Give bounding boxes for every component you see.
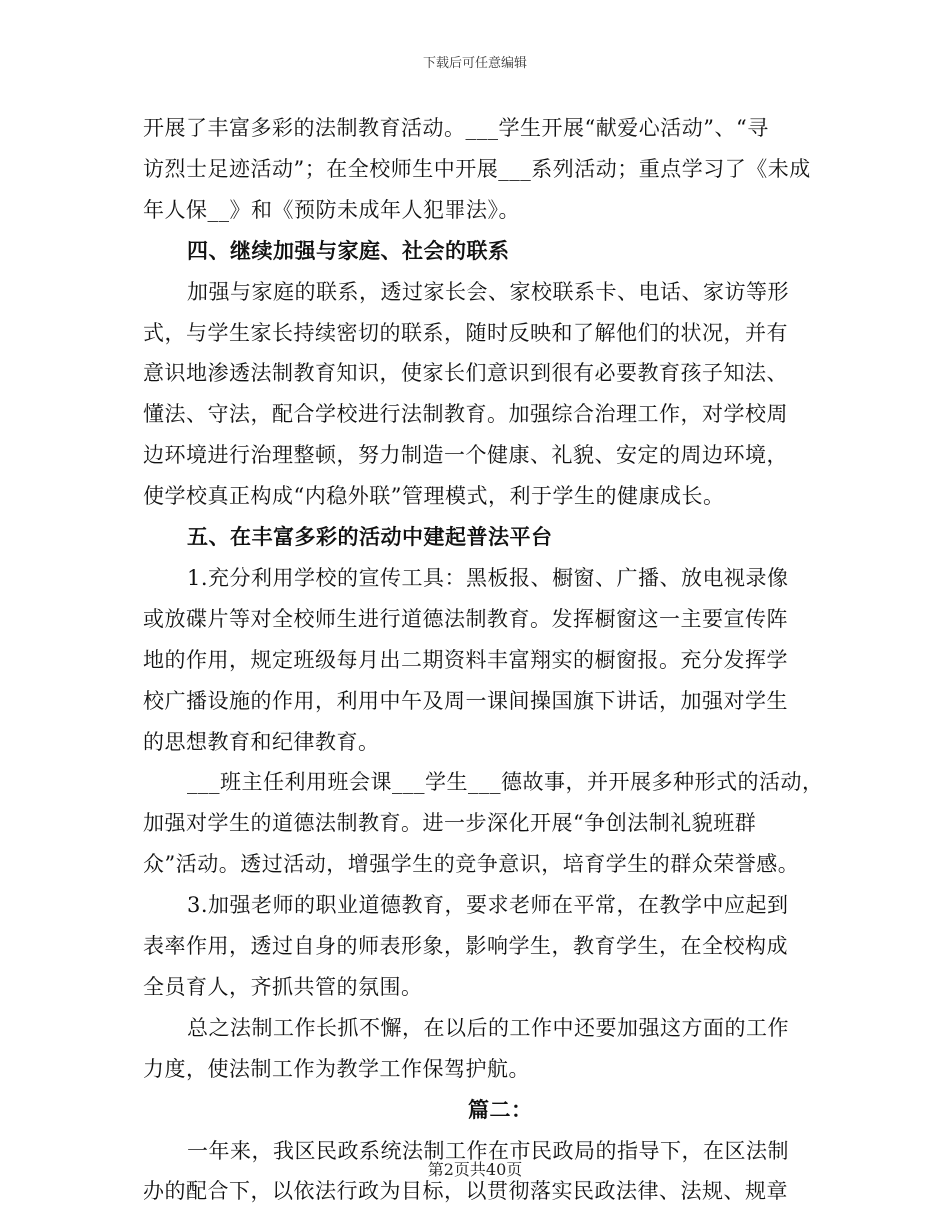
paragraph-line: 加强对学生的道德法制教育。进一步深化开展“争创法制礼貌班群 xyxy=(143,811,757,836)
paragraph-line: 懂法、守法，配合学校进行法制教育。加强综合治理工作，对学校周 xyxy=(143,402,788,427)
paragraph-line: 地的作用，规定班级每月出二期资料丰富翔实的橱窗报。充分发挥学 xyxy=(143,647,788,672)
paragraph-line: 边环境进行治理整顿，努力制造一个健康、礼貌、安定的周边环境， xyxy=(143,443,788,468)
paragraph-line: 办的配合下，以依法行政为目标，以贯彻落实民政法律、法规、规章 xyxy=(143,1179,788,1204)
paragraph-line: 的思想教育和纪律教育。 xyxy=(143,729,380,754)
section-heading: 五、在丰富多彩的活动中建起普法平台 xyxy=(187,524,553,549)
paragraph-line: 访烈士足迹活动”；在全校师生中开展___系列活动；重点学习了《未成 xyxy=(143,156,811,181)
page-header: 下载后可任意编辑 xyxy=(422,56,527,71)
paragraph-line: 表率作用，透过自身的师表形象，影响学生，教育学生，在全校构成 xyxy=(143,934,788,958)
paragraph-line: 式，与学生家长持续密切的联系，随时反映和了解他们的状况，并有 xyxy=(143,320,788,345)
section-heading: 篇二： xyxy=(468,1096,533,1122)
paragraph-line: 1.充分利用学校的宣传工具：黑板报、橱窗、广播、放电视录像 xyxy=(187,565,789,590)
paragraph-line: 使学校真正构成“内稳外联”管理模式，利于学生的健康成长。 xyxy=(143,484,725,509)
paragraph-line: 加强与家庭的联系，透过家长会、家校联系卡、电话、家访等形 xyxy=(187,279,789,304)
paragraph-line: 总之法制工作长抓不懈，在以后的工作中还要加强这方面的工作 xyxy=(187,1015,789,1040)
paragraph-line: ___班主任利用班会课___学生___德故事，并开展多种形式的活动， xyxy=(187,770,824,795)
paragraph-line: 开展了丰富多彩的法制教育活动。___学生开展“献爱心活动”、“寻 xyxy=(143,116,769,140)
paragraph-line: 力度，使法制工作为教学工作保驾护航。 xyxy=(143,1056,530,1081)
paragraph-line: 或放碟片等对全校师生进行道德法制教育。发挥橱窗这一主要宣传阵 xyxy=(143,606,788,631)
paragraph-line: 全员育人，齐抓共管的氛围。 xyxy=(143,974,423,999)
paragraph-line: 众”活动。透过活动，增强学生的竞争意识，培育学生的群众荣誉感。 xyxy=(143,852,800,877)
paragraph-line: 年人保__》和《预防未成年人犯罪法》。 xyxy=(143,197,520,222)
paragraph-line: 意识地渗透法制教育知识，使家长们意识到很有必要教育孩子知法、 xyxy=(143,361,788,386)
paragraph-line: 3.加强老师的职业道德教育，要求老师在平常，在教学中应起到 xyxy=(187,893,789,918)
paragraph-line: 校广播设施的作用，利用中午及周一课间操国旗下讲话，加强对学生 xyxy=(143,688,788,713)
paragraph-line: 一年来，我区民政系统法制工作在市民政局的指导下，在区法制 xyxy=(187,1138,789,1163)
page-footer: 第2页共40页 xyxy=(427,1160,523,1179)
section-heading: 四、继续加强与家庭、社会的联系 xyxy=(187,237,510,263)
